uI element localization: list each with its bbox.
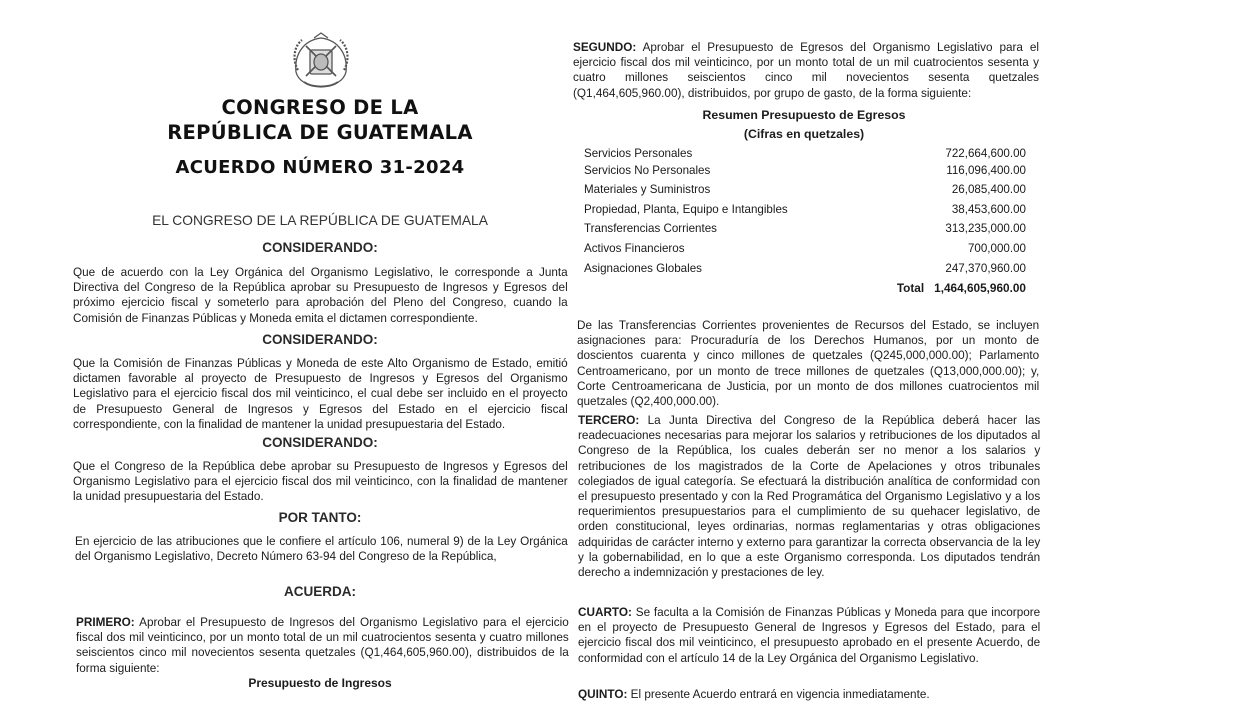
- primero-article: [76, 615, 569, 676]
- congress-title-line2: REPÚBLICA DE GUATEMALA: [167, 121, 473, 144]
- row-label: Materiales y Suministros: [584, 183, 711, 196]
- segundo-article: [573, 40, 1039, 101]
- portanto-text: En ejercicio de las atribuciones que le confiere el artículo 106, numeral 9) de la Ley Orgánica del Organismo Legislativo, Decreto Número 63-94 del Congreso de la República,: [75, 534, 568, 564]
- tercero-article: [578, 413, 1040, 580]
- total-value: 1,464,605,960.00: [934, 281, 1026, 295]
- table-row: [584, 147, 1026, 163]
- egresos-table-title: Resumen Presupuesto de Egresos: [702, 108, 906, 122]
- ingresos-table-heading: Presupuesto de Ingresos: [248, 676, 392, 690]
- considerando-heading-1: CONSIDERANDO:: [262, 240, 378, 255]
- acuerda-heading: ACUERDA:: [284, 584, 356, 599]
- coat-of-arms-emblem: [286, 32, 356, 90]
- congress-title-line1: CONGRESO DE LA: [221, 96, 419, 119]
- total-label: Total: [896, 281, 925, 295]
- considerando-text-1: Que de acuerdo con la Ley Orgánica del Organismo Legislativo, le corresponde a Junta Directiva del Congreso de la República aprobar su Presupuesto de Ingresos y Egresos del próximo ejercicio fiscal y someterlo para aprobación del Pleno del Congreso, cuando la Comisión de Finanzas Públicas y Moneda emita el dictamen correspondiente.: [73, 265, 568, 325]
- quinto-article: [578, 687, 1040, 702]
- row-label: Servicios Personales: [584, 147, 693, 160]
- quinto-text: El presente Acuerdo entrará en vigencia inmediatamente.: [630, 687, 930, 701]
- table-row: [584, 183, 1026, 199]
- table-row: [584, 203, 1026, 219]
- portanto-heading: POR TANTO:: [278, 510, 362, 525]
- segundo-text: Aprobar el Presupuesto de Egresos del Organismo Legislativo para el ejercicio fiscal dos mil veinticinco, por un monto total de un mil cuatrocientos sesenta y cuatro millones seiscientos cinco mil novecientos sesenta quetzales (Q1,464,605,960.00), distribuidos, por grupo de gasto, de la forma siguiente:: [573, 40, 1040, 100]
- acuerdo-number: ACUERDO NÚMERO 31-2024: [175, 157, 465, 178]
- table-row: [584, 242, 1026, 258]
- cuarto-article: [578, 605, 1040, 666]
- cuarto-label: CUARTO:: [578, 605, 632, 619]
- tercero-label: TERCERO:: [578, 413, 640, 427]
- egresos-table-subtitle: (Cifras en quetzales): [743, 127, 865, 141]
- row-value: 700,000.00: [967, 242, 1026, 255]
- quinto-label: QUINTO:: [578, 687, 628, 701]
- row-value: 26,085,400.00: [951, 183, 1026, 196]
- issuer-heading: EL CONGRESO DE LA REPÚBLICA DE GUATEMALA: [152, 213, 488, 228]
- table-row: [584, 262, 1026, 278]
- row-label: Activos Financieros: [584, 242, 685, 255]
- table-row: [584, 164, 1026, 180]
- primero-label: PRIMERO:: [76, 615, 135, 629]
- row-value: 313,235,000.00: [945, 222, 1026, 235]
- row-label: Servicios No Personales: [584, 164, 711, 177]
- cuarto-text: Se faculta a la Comisión de Finanzas Públicas y Moneda para que incorpore en el proyecto de Presupuesto General de Ingresos y Egresos del Estado, para el ejercicio fiscal dos mil veinticinco, el presupuesto aprobado en el presente Acuerdo, de conformidad con el artículo 14 de la Ley Orgánica del Organismo Legislativo.: [578, 605, 1041, 665]
- row-label: Transferencias Corrientes: [584, 222, 717, 235]
- considerando-text-2: Que la Comisión de Finanzas Públicas y Moneda de este Alto Organismo de Estado, emitió dictamen favorable al proyecto de Presupuesto de Ingresos y Egresos del Organismo Legislativo para el ejercicio fiscal dos mil veinticinco, el cual debe ser incluido en el proyecto de Presupuesto General de Ingresos y Egresos del Estado en el ejercicio fiscal correspondiente, con la finalidad de mantener la unidad presupuestaria del Estado.: [73, 356, 568, 431]
- row-value: 38,453,600.00: [951, 203, 1026, 216]
- row-value: 722,664,600.00: [945, 147, 1026, 160]
- considerando-heading-3: CONSIDERANDO:: [262, 435, 378, 450]
- primero-text: Aprobar el Presupuesto de Ingresos del Organismo Legislativo para el ejercicio fiscal dos mil veinticinco, por un monto total de un mil cuatrocientos sesenta y cuatro millones seiscientos cinco mil novecientos sesenta quetzales (Q1,464,605,960.00), distribuidos de la forma siguiente:: [76, 615, 569, 675]
- row-label: Propiedad, Planta, Equipo e Intangibles: [584, 203, 788, 216]
- considerando-text-3: Que el Congreso de la República debe aprobar su Presupuesto de Ingresos y Egresos del Organismo Legislativo para el ejercicio fiscal dos mil veinticinco, con la finalidad de mantener la unidad presupuestaria del Estado.: [73, 459, 568, 504]
- row-label: Asignaciones Globales: [584, 262, 702, 275]
- table-total: [897, 281, 1026, 295]
- tercero-text: La Junta Directiva del Congreso de la República deberá hacer las readecuaciones necesarias para mejorar los salarios y retribuciones de los diputados al Congreso de la República, los cuales deberán ser no menor a los salarios y retribuciones de los magistrados de la Corte de Apelaciones y otros tribunales colegiados de igual categoría. Se efectuará la distribución analítica de conformidad con el presupuesto presentado y con la Red Programática del Organismo Legislativo y a los requerimientos presupuestarios para el cumplimiento de su quehacer legislativo, de orden constitucional, leyes ordinarias, normas reglamentarias y otras obligaciones adquiridas de carácter interno y externo para garantizar la correcta observancia de la ley y la gobernabilidad, en lo que a este Organismo corresponda. Los diputados tendrán derecho a indemnización y prestaciones de ley.: [578, 413, 1041, 580]
- segundo-label: SEGUNDO:: [573, 40, 637, 54]
- row-value: 116,096,400.00: [946, 164, 1026, 177]
- transferencias-paragraph: De las Transferencias Corrientes provenientes de Recursos del Estado, se incluyen asignaciones para: Procuraduría de los Derechos Humanos, por un monto de doscientos cuarenta y cinco millones de quetzales (Q245,000,000.00); Parlamento Centroamericano, por un monto de trece millones de quetzales (Q13,000,000.00); y, Corte Centroamericana de Justicia, por un monto de dos millones cuatrocientos mil quetzales (Q2,400,000.00).: [577, 318, 1040, 409]
- table-row: [584, 222, 1026, 238]
- row-value: 247,370,960.00: [945, 262, 1026, 275]
- considerando-heading-2: CONSIDERANDO:: [262, 332, 378, 347]
